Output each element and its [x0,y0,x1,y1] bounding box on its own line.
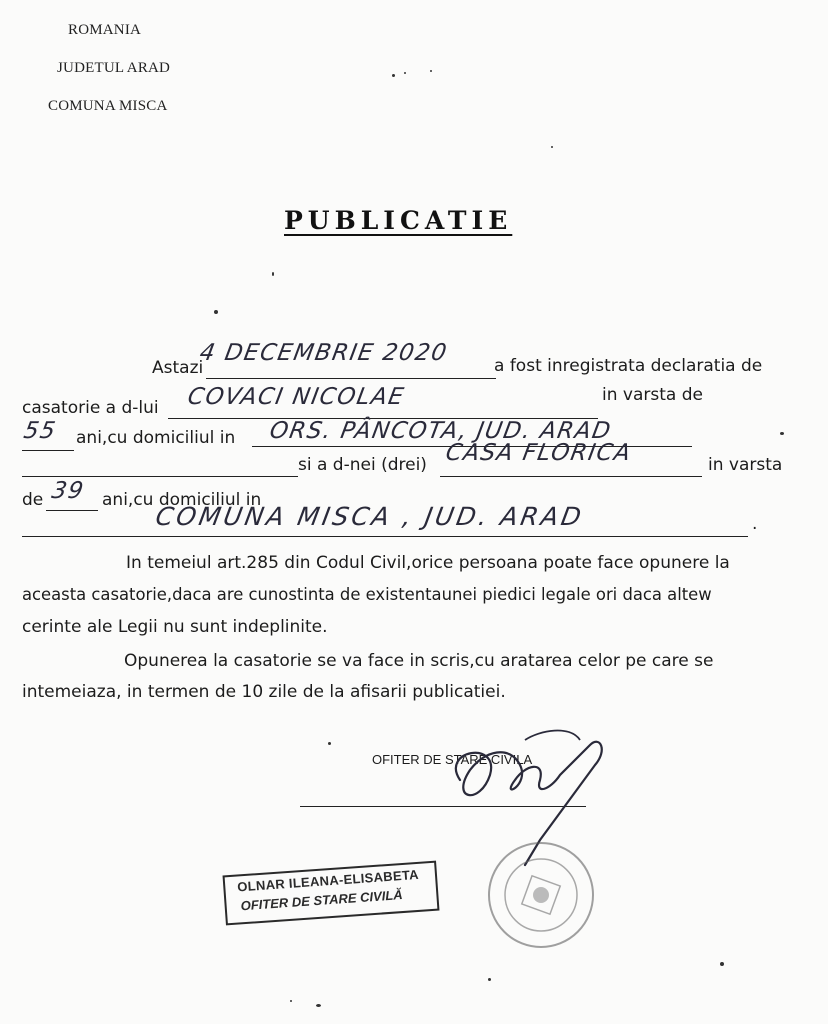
stamp-name: OLNAR ILEANA-ELISABETA [236,866,420,895]
bride-name: CASA FLORICA [443,440,634,466]
groom-domicile-label: ani,cu domiciliul in [76,428,236,448]
speck [392,74,395,77]
bride-label: si a d-nei (drei) [298,455,427,475]
bride-age: 39 [49,478,87,504]
speck [780,432,784,435]
groom-age-line [22,450,74,451]
bride-domicile-label: ani,cu domiciliul in [102,490,262,510]
speck [551,146,553,148]
header-county: JUDETUL ARAD [57,60,171,76]
date-prefix: Astazi [152,358,204,378]
bride-domicile-line [22,536,748,537]
bride-age-line [46,510,98,511]
speck [214,310,218,314]
end-period: . [752,514,758,534]
p1-line2: aceasta casatorie,daca are cunostinta de existentaunei piedici legale ori daca altew [22,585,712,604]
groom-prefix: casatorie a d-lui [22,398,159,418]
speck [272,272,274,276]
p2-line1: Opunerea la casatorie se va face in scris,cu aratarea celor pe care se [124,651,714,671]
stamp-role: OFITER DE STARE CIVILĂ [240,887,404,914]
date-suffix: a fost inregistrata declaratia de [494,356,763,376]
p1-line1: In temeiul art.285 din Codul Civil,orice persoana poate face opunere la [126,553,730,573]
speck [290,1000,292,1002]
bride-domicile: COMUNA MISCA , JUD. ARAD [153,502,587,531]
speck [720,962,724,966]
officer-stamp [223,861,440,926]
date-line [206,378,496,379]
bride-age-prefix: de [22,490,44,510]
groom-name: COVACI NICOLAE [185,384,407,410]
groom-domicile: ORS. PÂNCOTA, JUD. ARAD [267,418,614,444]
p1-line3: cerinte ale Legii nu sunt indeplinite. [22,617,328,637]
signature-label: OFITER DE STARE CIVILA [372,752,533,767]
bride-name-line [440,476,702,477]
p2-line2: intemeiaza, in termen de 10 zile de la afisarii publicatiei. [22,682,506,702]
round-seal-icon [486,840,596,950]
speck [488,978,491,981]
groom-age-label: in varsta de [602,385,703,405]
date-value: 4 DECEMBRIE 2020 [197,340,450,366]
speck [430,70,432,72]
speck [404,72,406,74]
header-commune: COMUNA MISCA [48,98,168,114]
header-country: ROMANIA [68,22,142,38]
bride-age-label: in varsta [708,455,783,475]
domicile-continuation-line [22,476,298,477]
groom-age: 55 [21,418,59,444]
speck [316,1004,321,1007]
page-title: PUBLICATIE [284,206,513,235]
speck [328,742,331,745]
